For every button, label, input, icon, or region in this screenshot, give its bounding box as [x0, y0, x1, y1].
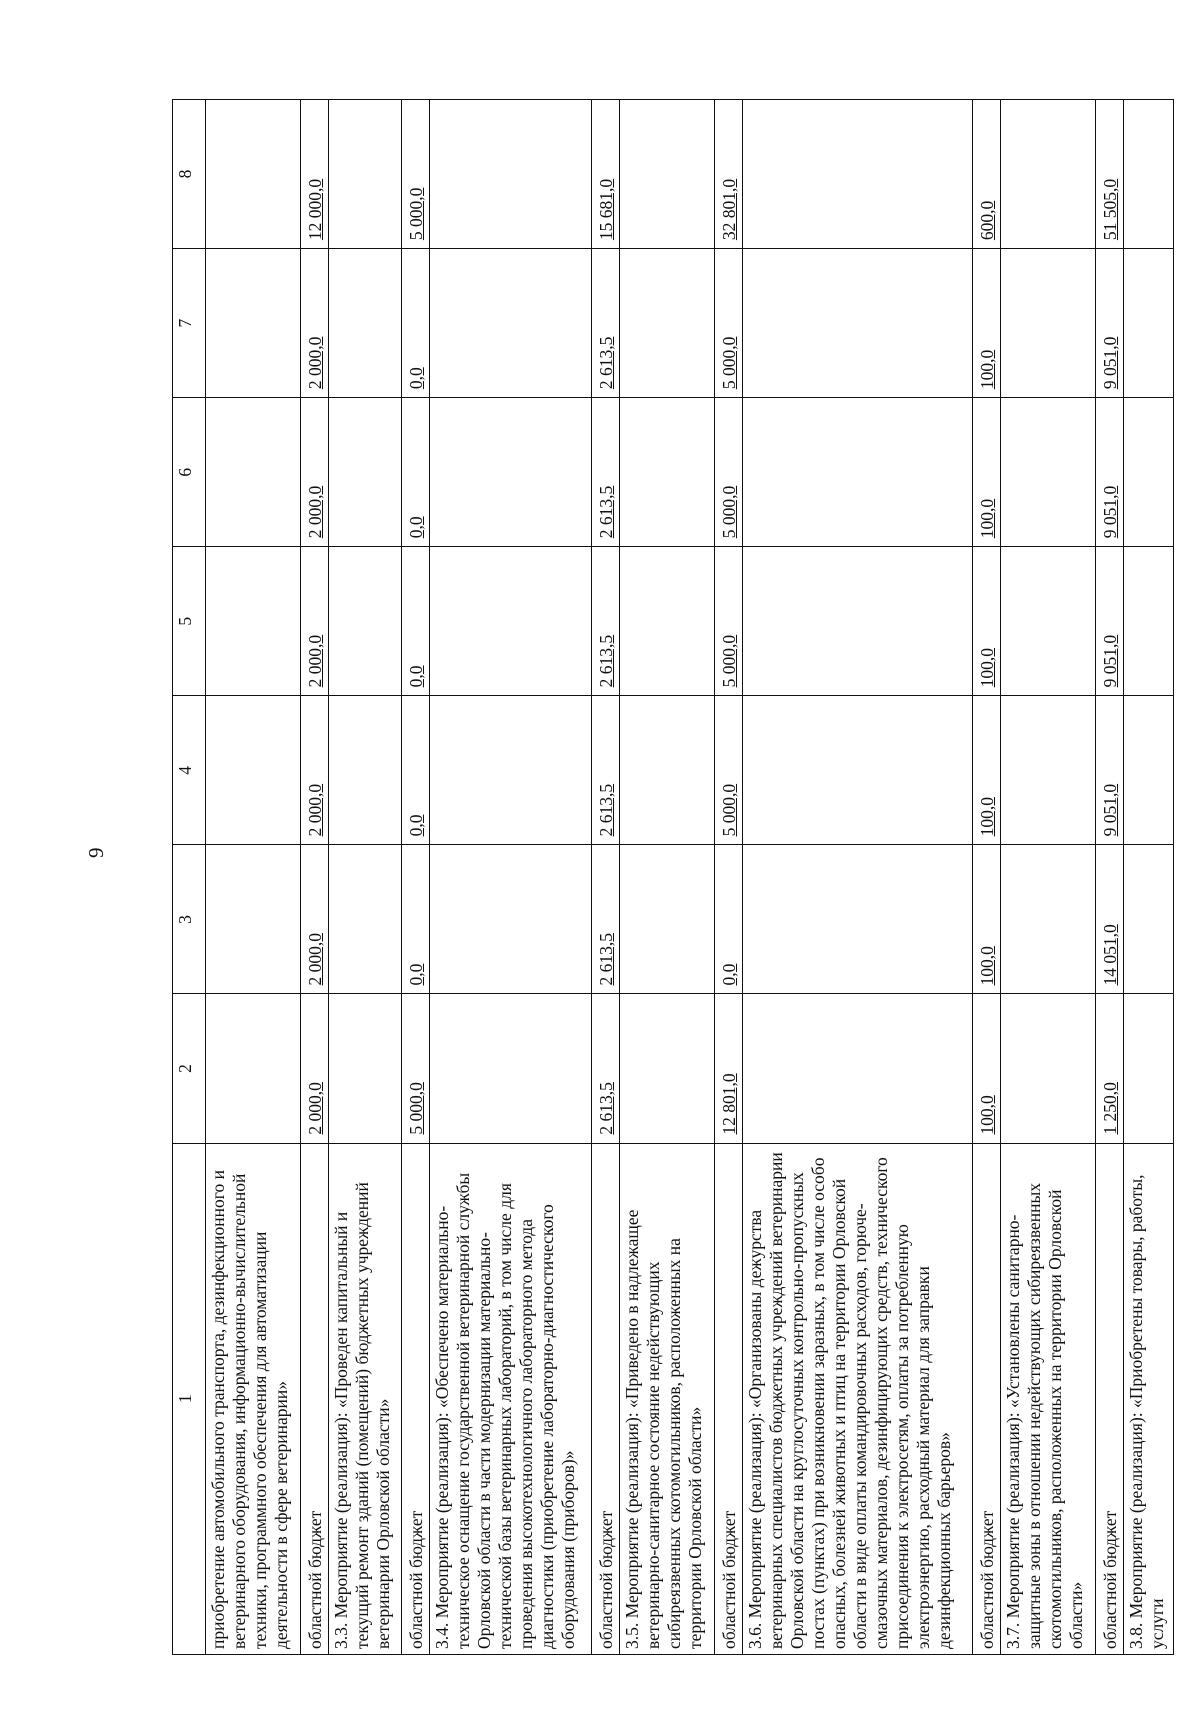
value-cell	[1000, 696, 1095, 845]
value-cell	[742, 994, 972, 1143]
value-cell	[972, 994, 1000, 1143]
value-cell	[592, 994, 620, 1143]
page-number: 9	[84, 847, 108, 858]
value-cell	[742, 547, 972, 696]
header-cell: 5	[173, 547, 206, 696]
value-cell	[401, 994, 429, 1143]
value-cell	[401, 249, 429, 398]
value-cell	[429, 547, 592, 696]
value-cell	[206, 696, 301, 845]
table-body	[206, 100, 1174, 1655]
value-cell	[972, 845, 1000, 994]
value-cell	[1095, 398, 1123, 547]
value-cell	[592, 845, 620, 994]
value-cell	[301, 100, 329, 249]
amount-value: 32 801,0	[718, 178, 739, 241]
value-cell	[401, 696, 429, 845]
header-cell: 7	[173, 249, 206, 398]
value-cell	[301, 696, 329, 845]
value-cell	[1095, 696, 1123, 845]
value-cell	[328, 398, 401, 547]
value-cell	[1095, 845, 1123, 994]
value-cell	[1123, 994, 1173, 1143]
amount-value: 9 051,0	[1099, 783, 1120, 837]
budget-row	[715, 100, 743, 1655]
activity-description-cell: 3.8. Мероприятие (реализация): «Приобретены товары, работы, услуги	[1123, 1143, 1173, 1654]
amount-value: 12 801,0	[718, 1073, 739, 1135]
value-cell	[592, 696, 620, 845]
activity-row	[1000, 100, 1095, 1655]
value-cell	[429, 845, 592, 994]
activity-description-cell: 3.6. Мероприятие (реализация): «Организованы дежурства ветеринарных специалистов бюджетных учреждений ветеринарии Орловской области на круглосуточных контрольно-пропускных постах (пунктах) при возникновении заразных, в том числе особо опасных, болезней животных и птиц на территории Орловской области в виде оплаты командировочных расходов, горюче-смазочных материалов, дезинфицирующих средств, технического присоединения к электросетям, оплаты за потребленную электроэнергию, расходный материал для заправки дезинфекционных барьеров»	[742, 1143, 972, 1654]
amount-value: 100,0	[976, 647, 997, 688]
amount-value: 2 613,5	[595, 783, 616, 837]
value-cell	[715, 100, 743, 249]
value-cell	[1123, 696, 1173, 845]
value-cell	[715, 696, 743, 845]
value-cell	[592, 249, 620, 398]
amount-value: 100,0	[976, 349, 997, 390]
value-cell	[972, 547, 1000, 696]
value-cell	[206, 249, 301, 398]
value-cell	[619, 845, 714, 994]
value-cell	[742, 398, 972, 547]
value-cell	[1000, 398, 1095, 547]
amount-value: 0,0	[405, 665, 426, 688]
value-cell	[328, 845, 401, 994]
activity-row	[742, 100, 972, 1655]
amount-value: 9 051,0	[1099, 634, 1120, 688]
activity-row	[619, 100, 714, 1655]
budget-row	[1095, 100, 1123, 1655]
value-cell	[1123, 845, 1173, 994]
value-cell	[328, 696, 401, 845]
value-cell	[619, 696, 714, 845]
value-cell	[1123, 249, 1173, 398]
amount-value: 2 000,0	[304, 485, 325, 539]
value-cell	[401, 398, 429, 547]
value-cell	[619, 547, 714, 696]
amount-value: 0,0	[405, 367, 426, 390]
budget-table	[172, 99, 1174, 1655]
value-cell	[301, 845, 329, 994]
value-cell	[742, 845, 972, 994]
value-cell	[301, 994, 329, 1143]
budget-source-cell: областной бюджет	[301, 1143, 329, 1654]
value-cell	[328, 100, 401, 249]
activity-description-cell: 3.7. Мероприятие (реализация): «Установлены санитарно-защитные зоны в отношении недействующих сибиреязвенных скотомогильников, расположенных на территории Орловской области»	[1000, 1143, 1095, 1654]
header-cell: 4	[173, 696, 206, 845]
value-cell	[1123, 100, 1173, 249]
value-cell	[619, 249, 714, 398]
value-cell	[1123, 398, 1173, 547]
amount-value: 0,0	[405, 814, 426, 837]
value-cell	[1123, 547, 1173, 696]
value-cell	[972, 249, 1000, 398]
budget-source-cell: областной бюджет	[401, 1143, 429, 1654]
amount-value: 100,0	[976, 1095, 997, 1135]
activity-description-cell: приобретение автомобильного транспорта, дезинфекционного и ветеринарного оборудования, информационно-вычислительной техники, программного обеспечения для автоматизации деятельности в сфере ветеринарии»	[206, 1143, 301, 1654]
value-cell	[1095, 100, 1123, 249]
amount-value: 2 000,0	[304, 336, 325, 390]
amount-value: 0,0	[405, 963, 426, 986]
header-cell: 8	[173, 100, 206, 249]
value-cell	[619, 398, 714, 547]
amount-value: 100,0	[976, 498, 997, 539]
value-cell	[592, 398, 620, 547]
amount-value: 0,0	[718, 963, 739, 986]
value-cell	[1000, 249, 1095, 398]
table-header-row	[173, 100, 206, 1655]
amount-value: 1 250,0	[1099, 1082, 1120, 1135]
amount-value: 2 000,0	[304, 932, 325, 986]
value-cell	[301, 249, 329, 398]
value-cell	[1095, 249, 1123, 398]
value-cell	[715, 845, 743, 994]
value-cell	[328, 249, 401, 398]
amount-value: 12 000,0	[304, 178, 325, 241]
value-cell	[1000, 845, 1095, 994]
amount-value: 5 000,0	[718, 783, 739, 837]
amount-value: 5 000,0	[718, 634, 739, 688]
value-cell	[206, 100, 301, 249]
value-cell	[715, 398, 743, 547]
amount-value: 15 681,0	[595, 178, 616, 241]
value-cell	[206, 845, 301, 994]
budget-source-cell: областной бюджет	[972, 1143, 1000, 1654]
value-cell	[972, 100, 1000, 249]
value-cell	[206, 994, 301, 1143]
amount-value: 2 613,5	[595, 932, 616, 986]
amount-value: 9 051,0	[1099, 336, 1120, 390]
activity-row	[206, 100, 301, 1655]
value-cell	[301, 398, 329, 547]
activity-description-cell: 3.4. Мероприятие (реализация): «Обеспечено материально-техническое оснащение государственной ветеринарной службы Орловской области в части модернизации материально-технической базы ветеринарных лабораторий, в том числе для проведения высокотехнологичного лабораторного метода диагностики (приобретение лабораторно-диагностического оборудования (приборов)»	[429, 1143, 592, 1654]
value-cell	[715, 547, 743, 696]
value-cell	[206, 547, 301, 696]
value-cell	[1095, 547, 1123, 696]
value-cell	[592, 547, 620, 696]
activity-row	[429, 100, 592, 1655]
amount-value: 5 000,0	[405, 187, 426, 241]
amount-value: 2 613,5	[595, 634, 616, 688]
value-cell	[715, 249, 743, 398]
value-cell	[328, 994, 401, 1143]
header-cell: 1	[173, 1143, 206, 1654]
budget-row	[972, 100, 1000, 1655]
amount-value: 2 613,5	[595, 1082, 616, 1135]
value-cell	[619, 100, 714, 249]
value-cell	[592, 100, 620, 249]
amount-value: 5 000,0	[405, 1082, 426, 1135]
value-cell	[1000, 994, 1095, 1143]
value-cell	[429, 100, 592, 249]
value-cell	[1095, 994, 1123, 1143]
value-cell	[206, 398, 301, 547]
amount-value: 9 051,0	[1099, 485, 1120, 539]
value-cell	[401, 100, 429, 249]
amount-value: 2 000,0	[304, 783, 325, 837]
value-cell	[301, 547, 329, 696]
activity-description-cell: 3.5. Мероприятие (реализация): «Приведено в надлежащее ветеринарно-санитарное состояние недействующих сибиреязвенных скотомогильников, расположенных на территории Орловской области»	[619, 1143, 714, 1654]
value-cell	[619, 994, 714, 1143]
amount-value: 100,0	[976, 797, 997, 837]
amount-value: 5 000,0	[718, 336, 739, 390]
activity-description-cell: 3.3. Мероприятие (реализация): «Проведен капитальный и текущий ремонт зданий (помещений) бюджетных учреждений ветеринарии Орловской области»	[328, 1143, 401, 1654]
value-cell	[1000, 100, 1095, 249]
value-cell	[742, 100, 972, 249]
value-cell	[328, 547, 401, 696]
budget-source-cell: областной бюджет	[592, 1143, 620, 1654]
value-cell	[429, 696, 592, 845]
value-cell	[1000, 547, 1095, 696]
amount-value: 600,0	[976, 200, 997, 241]
amount-value: 0,0	[405, 516, 426, 539]
activity-row	[328, 100, 401, 1655]
value-cell	[429, 994, 592, 1143]
header-cell: 3	[173, 845, 206, 994]
value-cell	[401, 845, 429, 994]
value-cell	[429, 398, 592, 547]
budget-row	[401, 100, 429, 1655]
value-cell	[715, 994, 743, 1143]
budget-row	[301, 100, 329, 1655]
value-cell	[401, 547, 429, 696]
document-rotated-content	[172, 99, 1174, 1655]
budget-source-cell: областной бюджет	[715, 1143, 743, 1654]
amount-value: 51 505,0	[1099, 178, 1120, 241]
budget-row	[592, 100, 620, 1655]
amount-value: 2 000,0	[304, 1082, 325, 1135]
budget-source-cell: областной бюджет	[1095, 1143, 1123, 1654]
header-cell: 6	[173, 398, 206, 547]
activity-row	[1123, 100, 1173, 1655]
amount-value: 2 613,5	[595, 485, 616, 539]
amount-value: 2 613,5	[595, 336, 616, 390]
header-cell: 2	[173, 994, 206, 1143]
amount-value: 5 000,0	[718, 485, 739, 539]
value-cell	[742, 696, 972, 845]
value-cell	[742, 249, 972, 398]
value-cell	[972, 398, 1000, 547]
value-cell	[429, 249, 592, 398]
amount-value: 2 000,0	[304, 634, 325, 688]
amount-value: 100,0	[976, 946, 997, 986]
value-cell	[972, 696, 1000, 845]
amount-value: 14 051,0	[1099, 924, 1120, 986]
